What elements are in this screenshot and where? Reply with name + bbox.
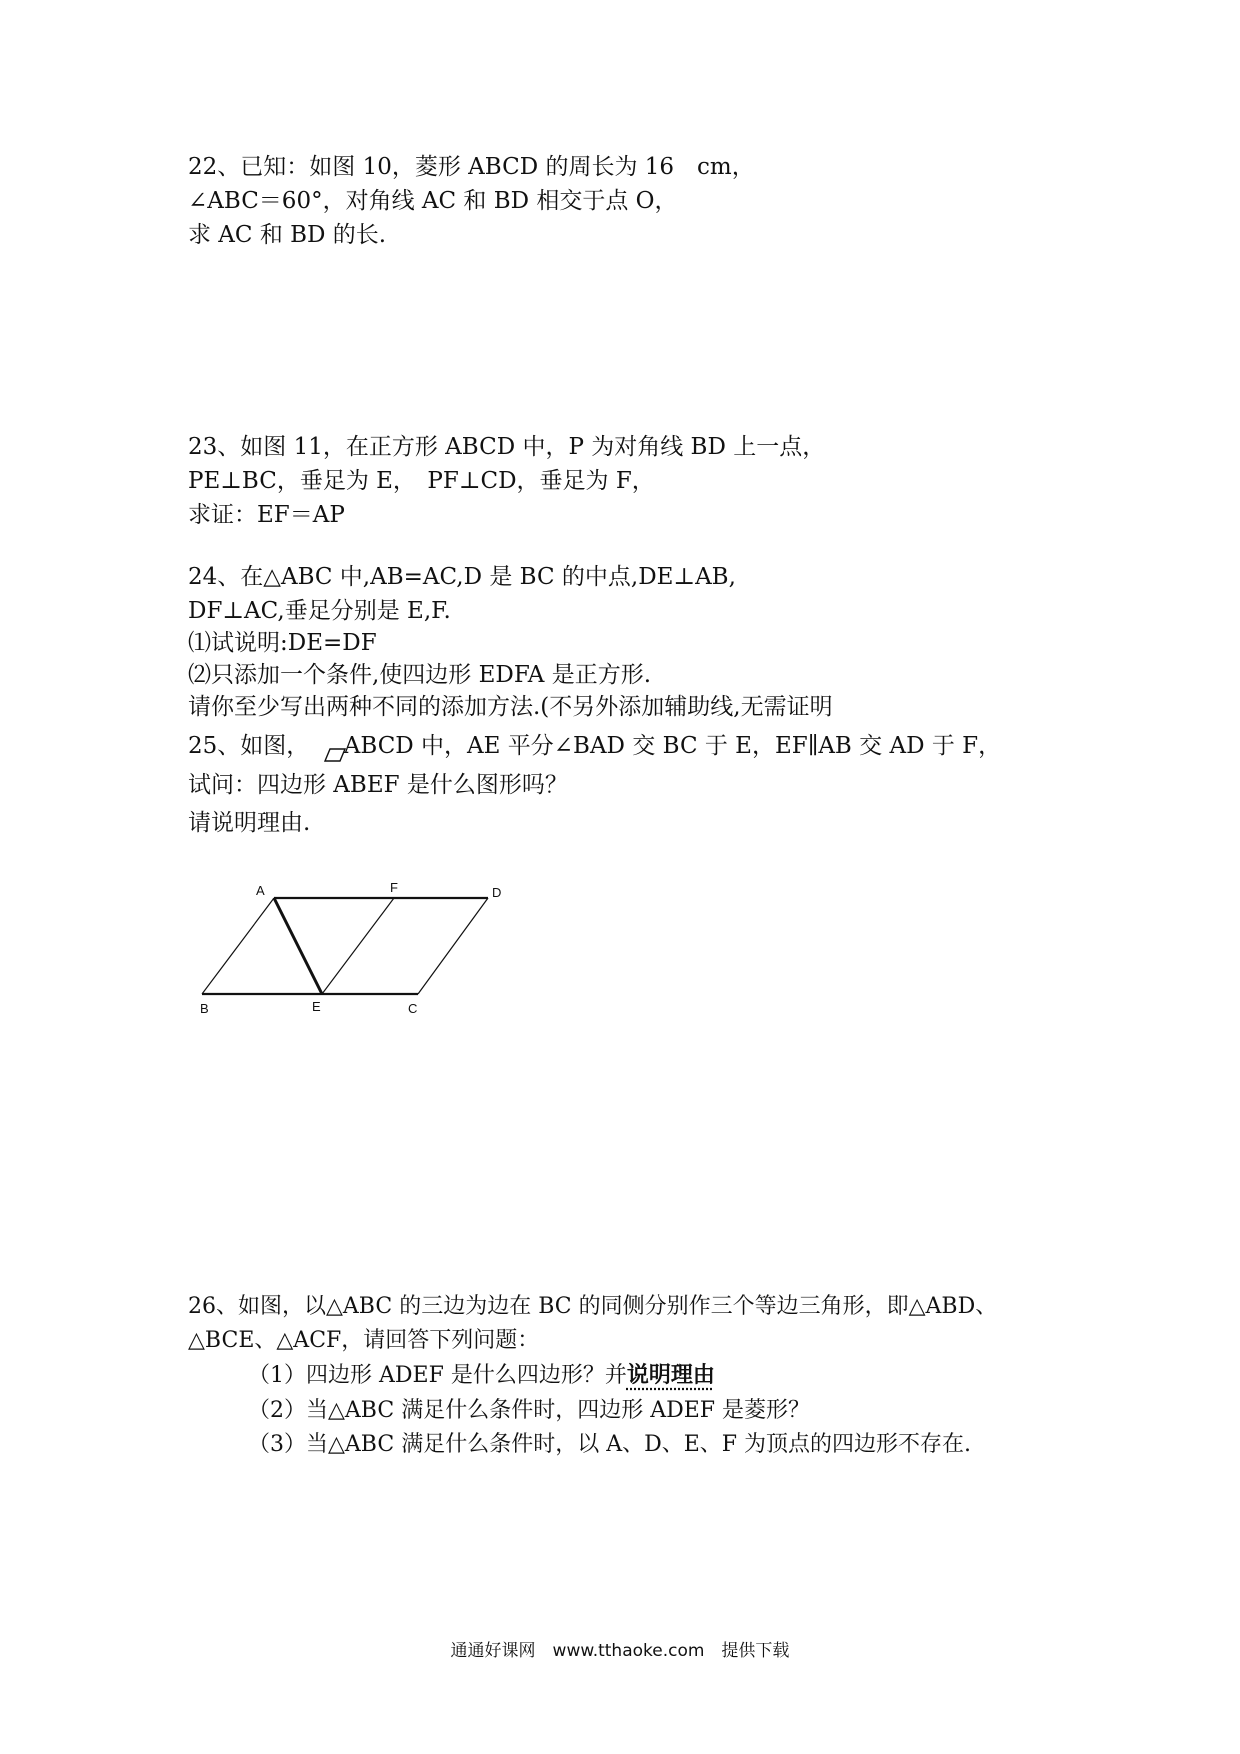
q24-line4: ⑵只添加一个条件,使四边形 EDFA 是正方形. — [188, 662, 652, 688]
figure-parallelogram-abcd — [190, 880, 520, 1020]
q26-sub2: （2）当△ABC 满足什么条件时，四边形 ADEF 是菱形？ — [248, 1398, 811, 1423]
q24-line1: 24、在△ABC 中,AB=AC,D 是 BC 的中点,DE⊥AB, — [188, 564, 736, 590]
q26-line1: 26、如图，以△ABC 的三边为边在 BC 的同侧分别作三个等边三角形，即△ABD、 — [188, 1294, 998, 1319]
q26-sub1 — [248, 1360, 715, 1391]
q24-line2: DF⊥AC,垂足分别是 E,F. — [188, 598, 451, 624]
q26-sub1-emphasis: 说明理由 — [626, 1362, 715, 1388]
label-c: C — [408, 1001, 418, 1016]
label-d: D — [492, 885, 502, 900]
q25-line3: 请说明理由. — [188, 810, 311, 836]
q25-line1-text: 25、如图， ABCD 中，AE 平分∠BAD 交 BC 于 E，EF∥AB 交 AD 于 F， — [188, 733, 1002, 759]
q25-line2: 试问：四边形 ABEF 是什么图形吗？ — [188, 772, 568, 798]
q24-line3: ⑴试说明:DE=DF — [188, 630, 377, 656]
q22-line2: ∠ABC＝60°，对角线 AC 和 BD 相交于点 O， — [188, 188, 678, 214]
q25-line1 — [188, 731, 1001, 761]
segment-ab — [202, 898, 274, 994]
q23-line1: 23、如图 11，在正方形 ABCD 中，P 为对角线 BD 上一点， — [188, 434, 826, 460]
footer-source: 通通好课网 www.tthaoke.com 提供下载 — [450, 1641, 790, 1661]
segment-ef — [322, 898, 394, 994]
label-a: A — [256, 883, 265, 898]
parallelogram-icon — [324, 740, 346, 770]
q23-line3: 求证：EF＝AP — [188, 502, 345, 528]
segment-ae — [274, 898, 322, 994]
label-e: E — [312, 999, 321, 1014]
q26-line2: △BCE、△ACF，请回答下列问题： — [188, 1328, 540, 1353]
q22-line3: 求 AC 和 BD 的长. — [188, 222, 387, 248]
q23-line2: PE⊥BC，垂足为 E， PF⊥CD，垂足为 F， — [188, 468, 655, 494]
q26-sub3: （3）当△ABC 满足什么条件时，以 A、D、E、F 为顶点的四边形不存在. — [248, 1432, 972, 1457]
q22-line1: 22、已知：如图 10，菱形 ABCD 的周长为 16 cm， — [188, 154, 755, 180]
label-b: B — [200, 1001, 209, 1016]
q26-sub1-text: （1）四边形 ADEF 是什么四边形？并 — [248, 1363, 627, 1388]
label-f: F — [390, 880, 398, 895]
q24-line5: 请你至少写出两种不同的添加方法.(不另外添加辅助线,无需证明 — [188, 694, 833, 720]
segment-dc — [418, 898, 488, 994]
